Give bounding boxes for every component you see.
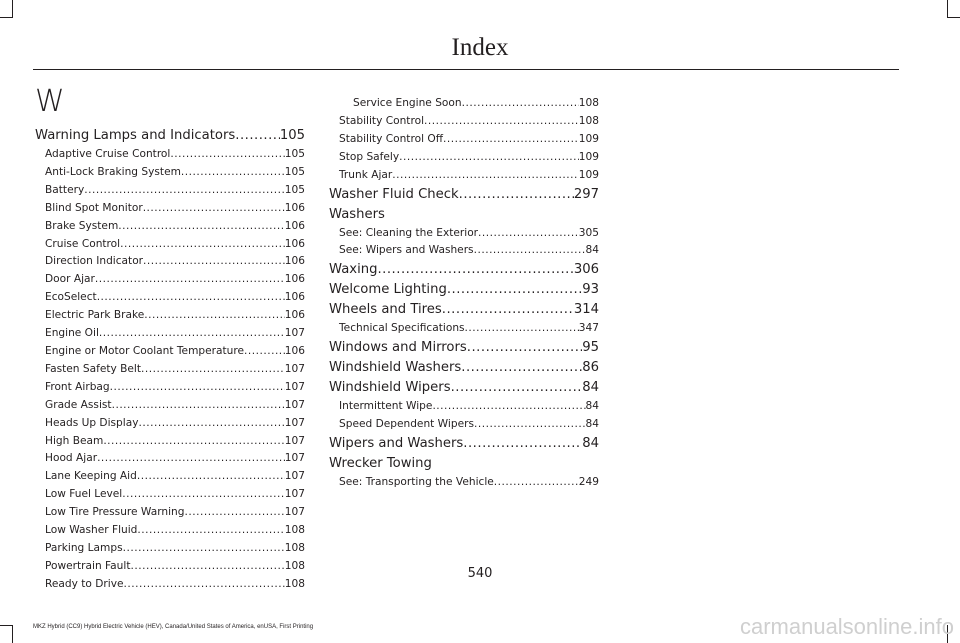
entry-text: Wipers and Washers (329, 436, 464, 452)
dot-leader (137, 522, 284, 540)
dot-leader (123, 540, 285, 558)
dot-leader (463, 434, 582, 454)
entry-text: Welcome Lighting (329, 282, 447, 298)
entry-page: 105 (284, 148, 305, 160)
entry-text: Waxing (329, 262, 378, 278)
dot-leader (170, 146, 284, 164)
entry-page: 107 (284, 434, 305, 447)
index-subentry (35, 468, 305, 486)
index-subentry (35, 182, 305, 200)
index-subentry (329, 113, 599, 131)
index-subentry (35, 379, 305, 397)
crop-mark (12, 625, 13, 643)
dot-leader (459, 185, 574, 205)
entry-page: 306 (573, 262, 599, 278)
entry-page: 106 (284, 344, 305, 357)
dot-leader (97, 450, 285, 468)
entry-text: Hood Ajar (45, 452, 98, 465)
dot-leader (494, 474, 579, 492)
entry-page: 106 (284, 273, 305, 286)
entry-page: 109 (578, 168, 599, 181)
entry-page: 105 (279, 128, 305, 143)
entry-page: 107 (284, 380, 305, 393)
dot-leader (392, 167, 579, 185)
entry-page: 105 (284, 183, 305, 196)
dot-leader (144, 307, 284, 325)
entry-text: Electric Park Brake (45, 309, 145, 322)
dot-leader (184, 504, 284, 522)
entry-page: 108 (284, 559, 305, 572)
index-subentry (35, 540, 305, 558)
entry-page: 105 (284, 165, 305, 178)
entry-page: 84 (585, 418, 599, 431)
entry-page: 297 (573, 186, 599, 202)
entry-page: 107 (284, 398, 305, 411)
dot-leader (120, 236, 285, 254)
entry-page: 107 (284, 362, 305, 375)
dot-leader (110, 379, 285, 397)
entry-text: Cruise Control (45, 237, 121, 250)
dot-leader (97, 289, 285, 307)
index-entry (329, 205, 599, 225)
index-subentry (329, 225, 599, 243)
entry-text: Adaptive Cruise Control (45, 148, 171, 160)
entry-text: Battery (45, 183, 85, 196)
entry-text: Ready to Drive (45, 577, 124, 590)
entry-page: 86 (582, 360, 599, 376)
dot-leader (451, 378, 583, 398)
index-entry (329, 185, 599, 205)
entry-text: High Beam (45, 434, 104, 447)
entry-text: Windows and Mirrors (329, 340, 467, 356)
entry-text: Brake System (45, 219, 119, 232)
entry-page: 108 (284, 524, 305, 537)
index-entry (329, 378, 599, 398)
entry-page: 93 (582, 282, 599, 298)
entry-text: Anti-Lock Braking System (45, 165, 181, 178)
entry-text: Washer Fluid Check (329, 186, 459, 202)
entry-page: 107 (284, 470, 305, 483)
crop-mark (947, 0, 948, 18)
crop-mark (0, 625, 13, 626)
entry-page: 305 (578, 226, 599, 239)
dot-leader (141, 361, 285, 379)
entry-text: Stability Control Off (339, 132, 444, 145)
entry-page: 106 (284, 219, 305, 232)
entry-text: Low Washer Fluid (45, 524, 138, 537)
dot-leader (103, 433, 284, 451)
entry-text: Technical Specifications (339, 322, 465, 335)
index-entry (35, 126, 305, 146)
index-subentry (35, 415, 305, 433)
entry-page: 347 (578, 322, 599, 335)
dot-leader (478, 225, 579, 243)
page-title: Index (451, 34, 509, 61)
dot-leader (95, 271, 285, 289)
dot-leader (474, 242, 586, 260)
entry-text: Front Airbag (45, 380, 110, 393)
index-subentry (35, 343, 305, 361)
entry-page: 106 (284, 291, 305, 304)
entry-text: Lane Keeping Aid (45, 470, 137, 483)
dot-leader (138, 415, 284, 433)
index-subentry (35, 236, 305, 254)
entry-page: 107 (284, 416, 305, 429)
index-entry (329, 454, 599, 474)
index-subentry (35, 253, 305, 271)
entry-page: 249 (578, 476, 599, 489)
entry-page: 84 (585, 244, 599, 257)
entry-text: Speed Dependent Wipers (339, 418, 474, 431)
dot-leader (399, 149, 579, 167)
entry-text: Parking Lamps (45, 541, 123, 554)
entry-text: Stability Control (339, 114, 425, 127)
dot-leader (474, 416, 586, 434)
dot-leader (181, 164, 285, 182)
dot-leader (461, 358, 582, 378)
index-entry (329, 434, 599, 454)
entry-page: 108 (284, 577, 305, 590)
entry-text: Wrecker Towing (329, 456, 432, 472)
index-subentry (329, 416, 599, 434)
index-subentry (35, 522, 305, 540)
entry-text: See: Cleaning the Exterior (339, 226, 479, 239)
header-rule (33, 69, 899, 70)
index-subentry (35, 486, 305, 504)
dot-leader (143, 253, 285, 271)
entry-page: 108 (578, 97, 599, 109)
index-subentry (329, 320, 599, 338)
entry-text: See: Wipers and Washers (339, 244, 474, 257)
crop-mark (947, 17, 960, 18)
entry-text: Powertrain Fault (45, 559, 131, 572)
entry-text: Low Fuel Level (45, 488, 123, 501)
crop-mark (12, 0, 13, 18)
entry-text: See: Transporting the Vehicle (339, 476, 494, 489)
watermark: carmanualsonline.info (739, 614, 954, 639)
entry-page: 108 (284, 541, 305, 554)
index-subentry (35, 307, 305, 325)
index-subentry (35, 271, 305, 289)
entry-page: 107 (284, 327, 305, 340)
index-subentry (35, 146, 305, 164)
dot-leader (443, 131, 579, 149)
entry-page: 107 (284, 452, 305, 465)
entry-page: 106 (284, 309, 305, 322)
index-subentry (35, 289, 305, 307)
section-letter: W (35, 84, 65, 119)
index-subentry (35, 450, 305, 468)
entry-text: Blind Spot Monitor (45, 201, 143, 214)
entry-text: Fasten Safety Belt (45, 362, 142, 375)
entry-text: Engine Oil (45, 327, 99, 340)
dot-leader (465, 320, 579, 338)
entry-text: Stop Safely (339, 150, 400, 163)
dot-leader (432, 398, 585, 416)
crop-mark (0, 17, 13, 18)
index-column-right (329, 95, 599, 492)
index-column-left (35, 126, 305, 594)
index-subentry (35, 361, 305, 379)
index-subentry (329, 242, 599, 260)
entry-text: Warning Lamps and Indicators (35, 128, 236, 143)
index-subentry (35, 504, 305, 522)
dot-leader (377, 260, 573, 280)
dot-leader (235, 126, 280, 146)
dot-leader (143, 200, 285, 218)
index-subentry (35, 397, 305, 415)
index-subentry (35, 218, 305, 236)
dot-leader (112, 397, 285, 415)
dot-leader (462, 95, 579, 113)
entry-text: Door Ajar (45, 273, 95, 286)
dot-leader (118, 218, 285, 236)
footer-text: MKZ Hybrid (CC9) Hybrid Electric Vehicle (HEV), Canada/United States of America, enUSA, First Printing (33, 624, 314, 630)
entry-page: 109 (578, 132, 599, 145)
entry-page: 95 (582, 340, 599, 356)
entry-page: 109 (578, 150, 599, 163)
index-entry (329, 260, 599, 280)
entry-text: Intermittent Wipe (339, 400, 433, 413)
index-entry (329, 300, 599, 320)
entry-page: 84 (585, 400, 599, 413)
index-subentry (35, 325, 305, 343)
entry-page: 84 (582, 436, 599, 452)
entry-text: Washers (329, 206, 385, 222)
index-subentry (329, 167, 599, 185)
index-entry (329, 338, 599, 358)
entry-text: Windshield Wipers (329, 380, 451, 396)
entry-text: Engine or Motor Coolant Temperature (45, 344, 244, 357)
entry-text: Trunk Ajar (339, 168, 393, 181)
entry-text: EcoSelect (45, 291, 97, 304)
index-subentry (35, 164, 305, 182)
index-entry (329, 280, 599, 300)
entry-text: Heads Up Display (45, 416, 139, 429)
page-number: 540 (467, 566, 493, 581)
dot-leader (447, 280, 582, 300)
dot-leader (122, 486, 285, 504)
dot-leader (99, 325, 285, 343)
entry-text: Windshield Washers (329, 360, 462, 376)
entry-page: 107 (284, 506, 305, 519)
entry-text: Low Tire Pressure Warning (45, 506, 185, 519)
index-subentry (329, 149, 599, 167)
entry-page: 106 (284, 201, 305, 214)
entry-text: Direction Indicator (45, 255, 144, 268)
dot-leader (244, 343, 285, 361)
dot-leader (442, 300, 574, 320)
entry-page: 84 (582, 380, 599, 396)
entry-page: 108 (578, 114, 599, 127)
index-subentry (329, 95, 599, 113)
entry-page: 314 (573, 302, 599, 318)
index-subentry (329, 398, 599, 416)
entry-text: Grade Assist (45, 398, 112, 411)
dot-leader (137, 468, 285, 486)
entry-page: 106 (284, 237, 305, 250)
index-entry (329, 358, 599, 378)
dot-leader (467, 338, 582, 358)
dot-leader (424, 113, 579, 131)
entry-text: Service Engine Soon (353, 97, 462, 109)
dot-leader (84, 182, 285, 200)
entry-page: 107 (284, 488, 305, 501)
index-subentry (35, 200, 305, 218)
entry-page: 106 (284, 255, 305, 268)
index-subentry (329, 474, 599, 492)
entry-text: Wheels and Tires (329, 302, 442, 318)
index-subentry (35, 433, 305, 451)
index-subentry (329, 131, 599, 149)
